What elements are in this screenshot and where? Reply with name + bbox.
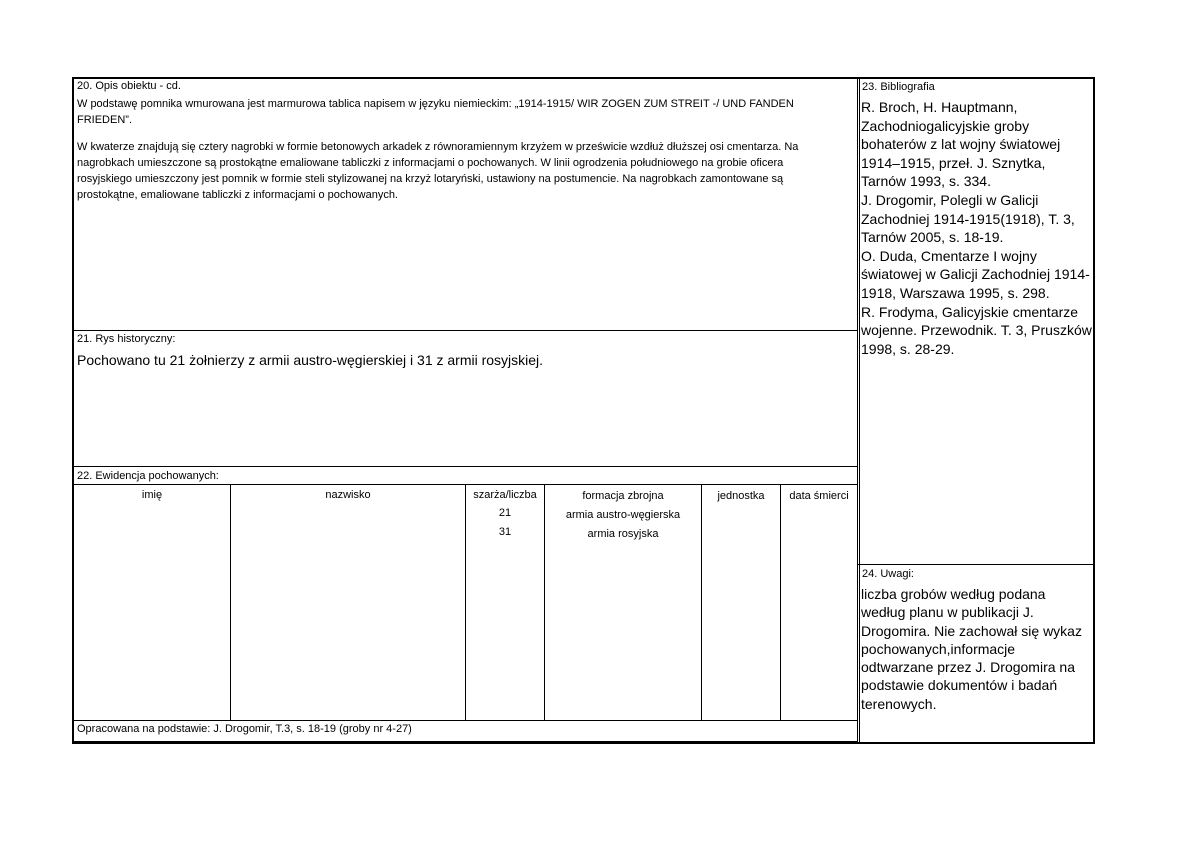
section-21-label: 21. Rys historyczny: bbox=[77, 333, 176, 345]
table-col-line-1 bbox=[230, 484, 231, 720]
divider-20-21 bbox=[73, 330, 858, 331]
bottom-left-border bbox=[73, 741, 858, 743]
table-row-2-count: 31 bbox=[498, 526, 512, 538]
column-header-date-of-death: data śmierci bbox=[789, 490, 849, 502]
section-24-notes: liczba grobów według podana według planu w publikacji J. Drogomira. Nie zachował się wykaz pochowanych,informacje odtwarzane przez J. Drogomira na podstawie dokumentów i badań terenowych. bbox=[861, 586, 1086, 712]
table-footer-source: Opracowana na podstawie: J. Drogomir, T.3, s. 18-19 (groby nr 4-27) bbox=[77, 723, 412, 735]
column-header-unit: jednostka bbox=[717, 490, 765, 502]
section-22-label: 22. Ewidencja pochowanych: bbox=[77, 470, 219, 482]
section-20-paragraph-1: W podstawę pomnika wmurowana jest marmurowa tablica napisem w języku niemieckim: „1914-1915/ WIR ZOGEN ZUM STREIT -/ UND FANDEN FRIEDEN”. bbox=[77, 98, 797, 126]
column-header-surname: nazwisko bbox=[325, 489, 371, 501]
column-header-rank-count: szarża/liczba bbox=[473, 489, 537, 501]
table-row-1-formation: armia austro-węgierska bbox=[565, 509, 681, 521]
section-21-text: Pochowano tu 21 żołnierzy z armii austro-węgierskiej i 31 z armii rosyjskiej. bbox=[77, 352, 544, 368]
column-header-first-name: imię bbox=[141, 489, 163, 501]
divider-21-22 bbox=[73, 466, 858, 467]
table-col-line-5 bbox=[780, 484, 781, 720]
section-23-label: 23. Bibliografia bbox=[862, 81, 935, 93]
section-20-label: 20. Opis obiektu - cd. bbox=[77, 80, 181, 92]
divider-table-footer bbox=[73, 720, 858, 721]
divider-23-24 bbox=[858, 564, 1093, 565]
section-24-label: 24. Uwagi: bbox=[862, 568, 914, 580]
section-23-bibliography: R. Broch, H. Hauptmann, Zachodniogalicyjskie groby bohaterów z lat wojny światowej 1914–1915, przeł. J. Sznytka, Tarnów 1993, s. 334. J. Drogomir, Polegli w Galicji Zachodniej 1914-1915(1918), T. 3, Tarnów 2005, s. 18-19. O. Duda, Cmentarze I wojny światowej w Galicji Zachodniej 1914-1918, Warszawa 1995, s. 298. R. Frodyma, Galicyjskie cmentarze wojenne. Przewodnik. T. 3, Pruszków 1998, s. 28-29. bbox=[861, 99, 1092, 357]
table-col-line-4 bbox=[701, 484, 702, 720]
column-divider bbox=[857, 78, 858, 743]
table-row-1-count: 21 bbox=[498, 507, 512, 519]
column-header-formation: formacja zbrojna bbox=[582, 490, 664, 502]
table-row-2-formation: armia rosyjska bbox=[587, 528, 659, 540]
right-column-border bbox=[859, 78, 860, 743]
section-20-paragraph-2: W kwaterze znajdują się cztery nagrobki w formie betonowych arkadek z równoramiennym krzyżem w prześwicie wzdłuż dłuższej osi cmentarza. Na nagrobkach umieszczone są prostokątne emaliowane tabliczki z informacjami o pochowanych. W linii ogrodzenia południowego na grobie oficera rosyjskiego umieszczony jest pomnik w formie steli stylizowanej na krzyż lotaryński, ustawiony na postumencie. Na nagrobkach zamontowane są prostokątne, emaliowane tabliczki z informacjami o pochowanych. bbox=[77, 141, 802, 201]
